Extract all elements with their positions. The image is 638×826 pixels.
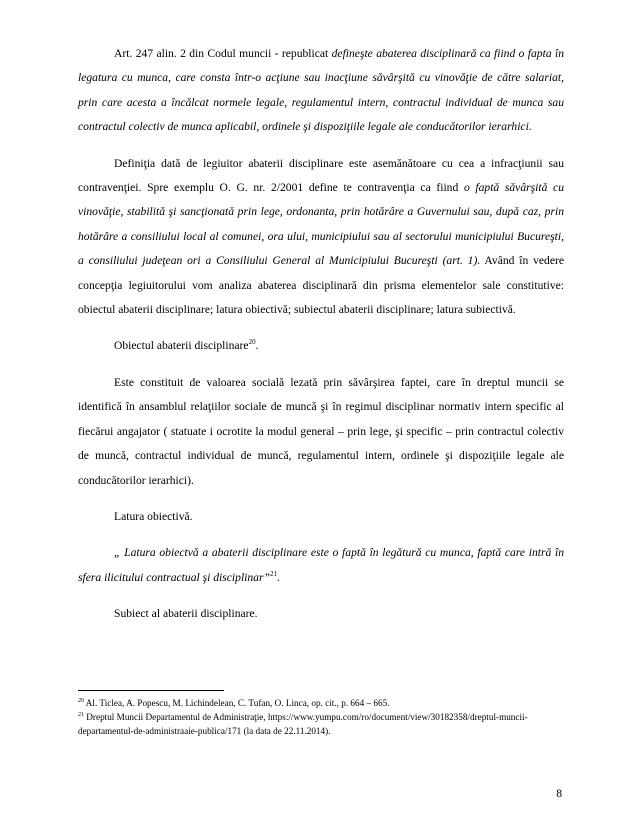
footnote-text[interactable]: Dreptul Muncii Departamentul de Administraţie, https://www.yumpu.com/ro/document/view/30182358/dreptul-muncii-departamentul-de-administraaie-publica/171 (la data de 22.11.2014). [78,711,528,736]
paragraph-text: Este constituit de valoarea socială lezată prin săvârşirea faptei, care în dreptul muncii se identifică în ansamblul relaţiilor sociale de muncă şi în regimul disciplinar normativ intern specific al fiecărui angajator ( statuate i ocrotite la modul general – prin lege, şi specific – prin contractul colectiv de muncă, contractul individual de muncă, regulamentul intern, ordinele şi dispoziţiile legale ale conducătorilor ierarhici). [78,375,564,487]
paragraph-text: Având în vedere concepţia legiuitorului vom analiza abaterea disciplinară din prisma elementelor sale constitutive: obiectul abaterii disciplinare; latura obiectivă; subiectul abaterii disciplinare; latura subiectivă. [78,254,564,317]
punctuation: . [276,570,280,584]
paragraph-text: Art. 247 alin. 2 din Codul muncii - republicat [114,47,332,60]
page-number: 8 [556,787,562,800]
heading-text: Latura obiectivă. [114,509,193,523]
footnote-number: 20 [78,697,84,704]
heading-text: Subiect al abaterii disciplinare. [114,607,258,621]
paragraph-object-description [78,371,564,493]
footnote-separator [78,690,224,691]
italic-quote: o faptă săvârşită cu vinovăţie, stabilită şi sancţionată prin lege, ordonanta, prin hotărâre a Guvernului sau, după caz, prin hotărâre a consiliului local al comunei, ora ului, municipiului sau al sectorului municipiului Bucureşti, a consiliului judeţean ori a Consiliului General al Municipiului Bucureşti (art. 1). [78,181,564,268]
footnote-number: 21 [78,711,84,718]
italic-quote: „ Latura obiectvă a abaterii disciplinare este o faptă în legătură cu munca, faptă care intră în sfera ilicitului contractual şi disciplinar” [78,546,564,584]
paragraph-text: . [528,120,532,134]
footnote-text: Al. Ticlea, A. Popescu, M. Lichindelean, C. Tufan, O. Linca, op. cit., p. 664 – 665. [84,698,390,708]
paragraph-definition-art-247 [78,42,564,140]
heading-object [78,334,564,358]
footnote-21 [78,711,564,739]
paragraph-comparison [78,152,564,323]
paragraph-text: Definiţia dată de legiuitor abaterii disciplinare este asemănătoare cu cea a infracţiunii sau contravenţiei. Spre exemplu O. G. nr. 2/2001 define te contravenţia ca fiind [78,156,564,195]
italic-quote: defineşte abaterea disciplinară ca fiind o fapta în legatura cu munca, care consta într-o acţiune sau inacţiune săvârşită cu vinovăţie de către salariat, prin care acesta a încălcat normele legale, regulamentul intern, contractul individual de munca sau contractul colectiv de munca aplicabil, ordinele şi dispoziţiile legale ale conducătorilor ierarhici [78,47,565,134]
heading-objective-side [78,505,564,529]
punctuation: . [255,339,259,353]
footnotes [78,697,564,738]
footnote-ref-20[interactable]: 20 [248,338,256,347]
body-text [78,42,564,627]
paragraph-objective-side-quote [78,541,564,590]
heading-text: Obiectul abaterii disciplinare [114,339,249,353]
footnote-ref-21[interactable]: 21 [269,569,277,578]
heading-subject [78,602,564,626]
footnote-20 [78,697,564,711]
